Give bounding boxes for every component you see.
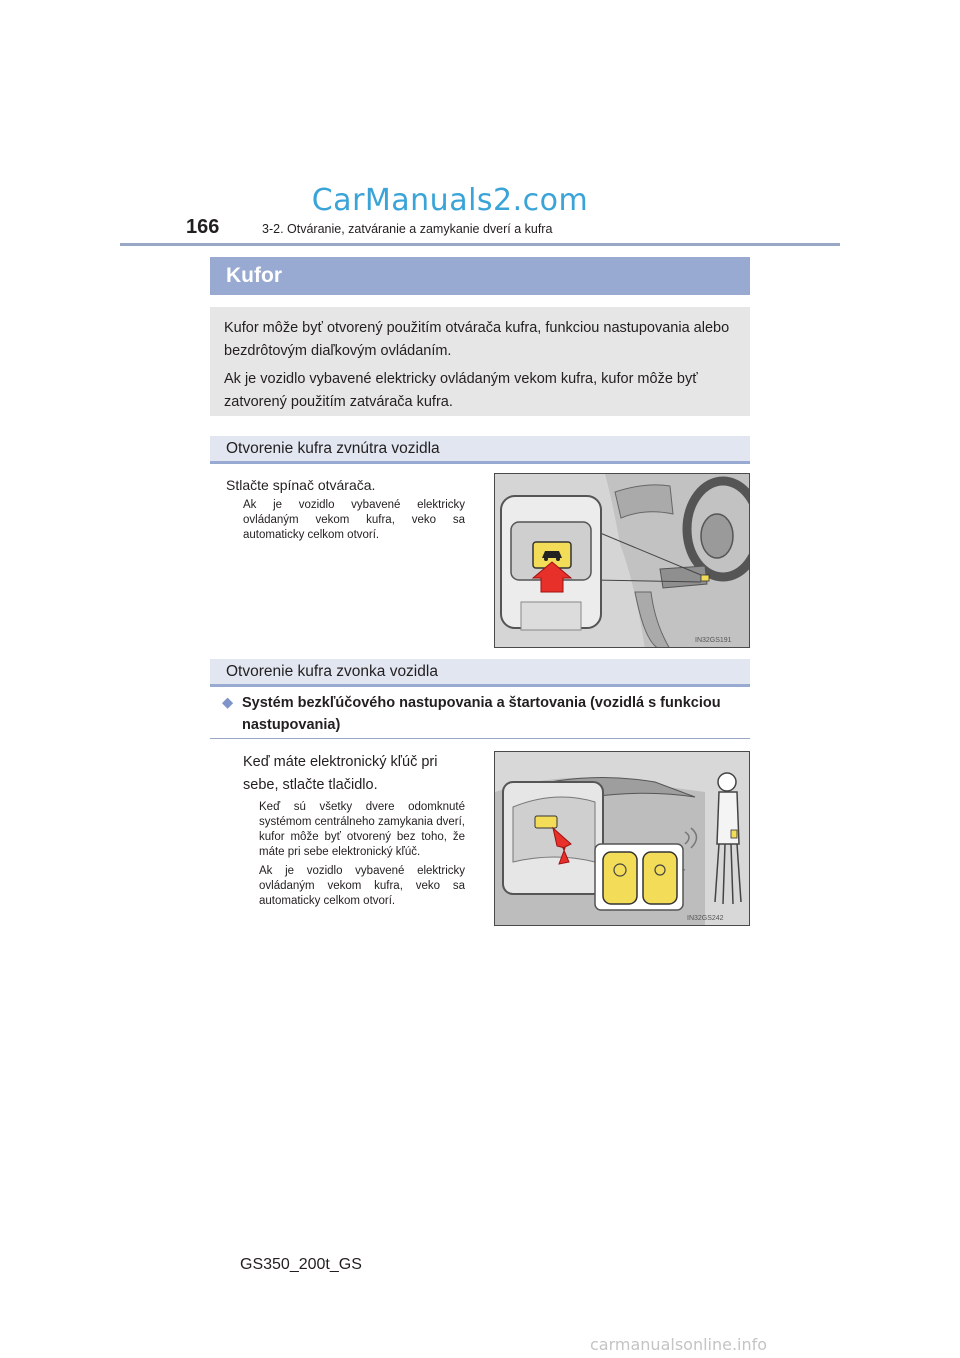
figure-exterior-button	[494, 751, 750, 926]
chapter-title: 3-2. Otváranie, zatváranie a zamykanie dverí a kufra	[262, 222, 553, 236]
note-inside: Ak je vozidlo vybavené elektricky ovládaným vekom kufra, veko sa automaticky celkom otvorí.	[243, 499, 465, 541]
note-outside-1: Keď sú všetky dvere odomknuté systémom centrálneho zamykania dverí, kufor môže byť otvorený bez toho, že máte pri sebe elektronický kľúč.	[259, 801, 465, 858]
page-number: 166	[186, 216, 220, 238]
exterior-button-illustration	[495, 752, 750, 926]
notes-outside	[259, 800, 465, 913]
subsection-title-inside: Otvorenie kufra zvnútra vozidla	[210, 436, 750, 464]
intro-paragraph-1: Kufor môže byť otvorený použitím otvárača kufra, funkciou nastupovania alebo bezdrôtovým diaľkovým ovládaním.	[224, 320, 730, 359]
interior-switch-illustration	[495, 474, 750, 648]
keyless-system-heading	[222, 692, 746, 736]
key-fob-icon	[603, 852, 637, 904]
trunk-button	[535, 816, 557, 828]
subsection-title-outside: Otvorenie kufra zvonka vozidla	[210, 659, 750, 687]
step-inside: Stlačte spínač otvárača.	[226, 477, 376, 493]
heading-underline	[210, 738, 750, 739]
diamond-bullet-icon: ◆	[222, 695, 234, 711]
watermark-logo: CarManuals2.com	[311, 183, 589, 218]
header-divider	[120, 243, 840, 246]
footer-model-code: GS350_200t_GS	[240, 1256, 362, 1273]
note-outside-2: Ak je vozidlo vybavené elektricky ovládaným vekom kufra, veko sa automaticky celkom otvorí.	[259, 865, 465, 907]
intro-paragraph-2: Ak je vozidlo vybavené elektricky ovládaným vekom kufra, kufor môže byť zatvorený použitím zatvárača kufra.	[224, 371, 698, 410]
figure-interior-switch	[494, 473, 750, 648]
step-outside: Keď máte elektronický kľúč pri sebe, stlačte tlačidlo.	[243, 754, 438, 793]
section-title: Kufor	[210, 257, 750, 295]
figure-code: IN32GS242	[687, 915, 724, 922]
figure-code: IN32GS191	[695, 637, 732, 644]
keyless-system-text: Systém bezkľúčového nastupovania a štartovania (vozidlá s funkciou nastupovania)	[242, 695, 721, 733]
key-card-icon	[643, 852, 677, 904]
watermark-bottom: carmanualsonline.info	[590, 1335, 768, 1354]
intro-box	[210, 307, 750, 416]
